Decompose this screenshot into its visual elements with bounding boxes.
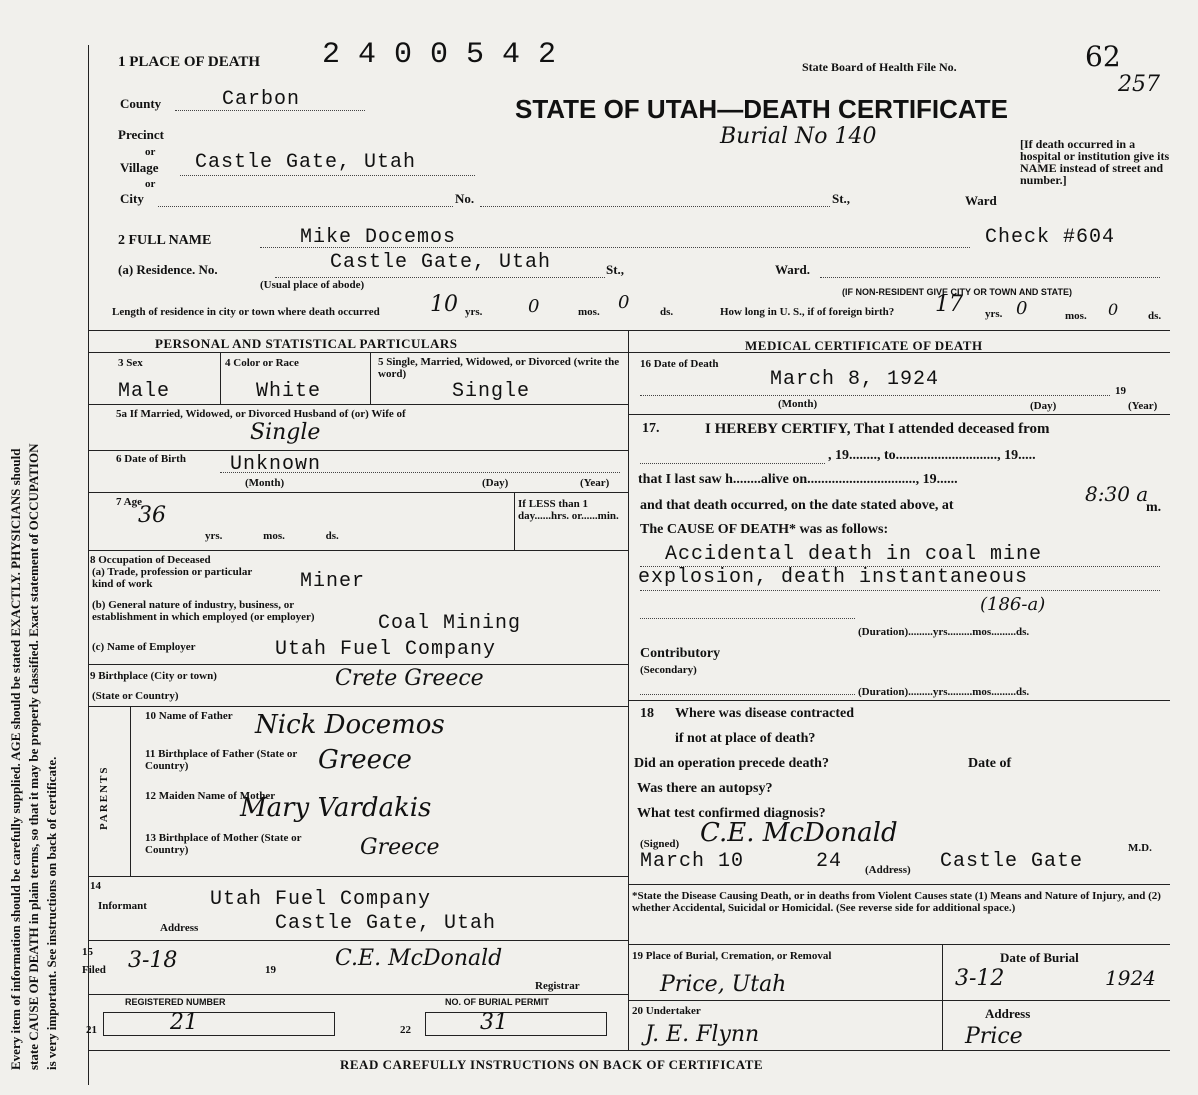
- birth-day-label: (Day): [482, 477, 509, 489]
- signed-label: (Signed): [640, 838, 680, 850]
- residence-value: Castle Gate, Utah: [330, 251, 552, 274]
- test-label: What test confirmed diagnosis?: [637, 806, 826, 821]
- us-residence-label: How long in U. S., if of foreign birth?: [720, 306, 895, 318]
- burial-year-value: 1924: [1105, 966, 1156, 990]
- trade-value: Miner: [300, 570, 366, 593]
- undertaker-address-value: Price: [965, 1024, 1023, 1049]
- disease-number: 18: [640, 706, 654, 721]
- us-yrs-label: yrs.: [985, 308, 1003, 320]
- duration-line-2: (Duration).........yrs.........mos.........ds.: [858, 686, 1030, 698]
- operation-label: Did an operation precede death?: [634, 756, 829, 771]
- county-value: Carbon: [222, 88, 301, 111]
- less-than-day-label: If LESS than 1 day......hrs. or......min.: [518, 498, 619, 522]
- certificate-title: STATE OF UTAH—DEATH CERTIFICATE: [515, 94, 1008, 124]
- footer-instructions: READ CAREFULLY INSTRUCTIONS ON BACK OF CERTIFICATE: [340, 1057, 764, 1072]
- precinct-label: Precinct: [118, 127, 164, 142]
- county-label: County: [120, 96, 162, 111]
- time-m-label: m.: [1146, 500, 1162, 515]
- sidebar-line-2: state CAUSE OF DEATH in plain terms, so that it may be properly classified. Exact statement of OCCUPATION: [26, 443, 41, 1070]
- city-label: City: [120, 191, 144, 206]
- mother-birthplace-value: Greece: [360, 835, 440, 860]
- burial-permit-index: 22: [400, 1024, 411, 1036]
- registrar-signature: C.E. McDonald: [335, 946, 503, 971]
- us-days: 0: [1108, 300, 1119, 319]
- age-label: 7 Age: [116, 496, 142, 508]
- registrar-label: Registrar: [535, 980, 580, 992]
- autopsy-label: Was there an autopsy?: [637, 781, 773, 796]
- disease-label: Where was disease contracted: [675, 706, 854, 721]
- physician-address-label: (Address): [865, 864, 911, 876]
- industry-label: (b) General nature of industry, business, or establishment in which employed (or employer): [92, 599, 315, 623]
- burial-permit-value: 31: [480, 1010, 508, 1035]
- duration-line-1: (Duration).........yrs.........mos.........ds.: [858, 626, 1030, 638]
- residence-days: 0: [618, 292, 630, 313]
- father-birthplace-value: Greece: [318, 745, 412, 775]
- residence-years: 10: [430, 292, 458, 317]
- burial-date-value: 3-12: [955, 966, 1005, 991]
- or-label: or: [145, 146, 156, 158]
- full-name-value: Mike Docemos: [300, 226, 457, 249]
- occupation-label: 8 Occupation of Deceased: [90, 554, 211, 566]
- sidebar-line-3: is very important. See instructions on back of certificate.: [44, 756, 59, 1070]
- us-months: 0: [1016, 298, 1028, 319]
- death-year-label: (Year): [1128, 400, 1158, 412]
- father-label: 10 Name of Father: [145, 710, 233, 722]
- sex-label: 3 Sex: [118, 357, 143, 369]
- md-label: M.D.: [1128, 842, 1152, 854]
- death-year-prefix: 19: [1115, 385, 1126, 397]
- st-label: St.,: [832, 191, 851, 206]
- mother-birthplace-label: 13 Birthplace of Mother (State or Country): [145, 832, 302, 856]
- last-saw-line: that I last saw h........alive on..............................., 19......: [638, 472, 958, 487]
- informant-label: Informant: [98, 900, 147, 912]
- burial-place-label: 19 Place of Burial, Cremation, or Removal: [632, 950, 832, 962]
- hospital-note: [If death occurred in a hospital or institution give its NAME instead of street and number.]: [1020, 137, 1170, 187]
- death-occurred-line: and that death occurred, on the date stated above, at: [640, 498, 954, 513]
- attended-from-line: , 19........, to............................., 19.....: [828, 448, 1036, 463]
- file-no-handwritten: 257: [1118, 72, 1160, 97]
- undertaker-value: J. E. Flynn: [645, 1022, 760, 1047]
- death-month-label: (Month): [778, 398, 818, 410]
- filed-label: Filed: [82, 964, 106, 976]
- age-value: 36: [138, 503, 166, 528]
- sidebar-line-1: Every item of information should be carefully supplied. AGE should be stated EXACTLY. PHYSICIANS should: [8, 448, 23, 1070]
- birth-year-label: (Year): [580, 477, 610, 489]
- trade-label: (a) Trade, profession or particular kind of work: [92, 566, 253, 590]
- mother-value: Mary Vardakis: [240, 793, 432, 823]
- registered-number-label: REGISTERED NUMBER: [125, 997, 226, 1007]
- undertaker-address-label: Address: [985, 1006, 1031, 1021]
- filed-date: 3-18: [128, 948, 178, 973]
- personal-heading: PERSONAL AND STATISTICAL PARTICULARS: [155, 336, 458, 351]
- death-day-label: (Day): [1030, 400, 1057, 412]
- death-date-label: 16 Date of Death: [640, 358, 719, 370]
- residence-label: (a) Residence. No.: [118, 262, 218, 277]
- no-label: No.: [455, 191, 475, 206]
- ward-label: Ward: [965, 193, 997, 208]
- employer-label: (c) Name of Employer: [92, 641, 196, 653]
- non-resident-label: (IF NON-RESIDENT GIVE CITY OR TOWN AND STATE): [842, 287, 1073, 297]
- birth-month-label: (Month): [245, 477, 285, 489]
- place-of-death-label: 1 PLACE OF DEATH: [118, 54, 261, 70]
- father-value: Nick Docemos: [255, 710, 445, 740]
- father-birthplace-label: 11 Birthplace of Father (State or Country): [145, 748, 298, 772]
- instructions-sidebar: [6, 40, 58, 1080]
- residence-st-label: St.,: [606, 262, 625, 277]
- certify-number: 17.: [642, 421, 660, 436]
- marital-label: 5 Single, Married, Widowed, or Divorced (write the word): [378, 356, 620, 380]
- cause-line-1: Accidental death in coal mine: [665, 543, 1043, 566]
- disease-label-2: if not at place of death?: [675, 731, 816, 746]
- yrs-label: yrs.: [465, 306, 483, 318]
- burial-date-label: Date of Burial: [1000, 950, 1079, 965]
- length-of-residence-label: Length of residence in city or town where death occurred: [112, 306, 380, 318]
- certificate-number: 2 4 0 0 5 4 2: [322, 38, 557, 72]
- burial-permit-label: NO. OF BURIAL PERMIT: [445, 997, 549, 1007]
- cause-instructions-note: *State the Disease Causing Death, or in deaths from Violent Causes state (1) Means and Nature of Injury, and (2) whether Accidental, Suicidal or Homicidal. (See reverse side for additional space.): [632, 890, 1161, 914]
- filed-number: 15: [82, 946, 93, 958]
- spouse-value: Single: [250, 420, 321, 445]
- operation-date-label: Date of: [968, 756, 1012, 771]
- mos-label: mos.: [578, 306, 600, 318]
- color-label: 4 Color or Race: [225, 357, 299, 369]
- village-value: Castle Gate, Utah: [195, 151, 417, 174]
- medical-heading: MEDICAL CERTIFICATE OF DEATH: [745, 338, 983, 353]
- signed-year: 24: [816, 850, 843, 873]
- birth-date-value: Unknown: [230, 453, 322, 476]
- death-date-value: March 8, 1924: [770, 368, 940, 391]
- sex-value: Male: [118, 380, 171, 403]
- informant-address-label: Address: [160, 922, 199, 934]
- file-no: 62: [1085, 40, 1121, 73]
- full-name-label: 2 FULL NAME: [118, 233, 212, 248]
- employer-value: Utah Fuel Company: [275, 638, 497, 661]
- birthplace-state-label: (State or Country): [92, 690, 179, 702]
- us-years: 17: [935, 292, 963, 317]
- physician-address: Castle Gate: [940, 850, 1084, 873]
- us-ds-label: ds.: [1148, 310, 1162, 322]
- signed-date: March 10: [640, 850, 745, 873]
- informant-value: Utah Fuel Company: [210, 888, 432, 911]
- usual-abode-label: (Usual place of abode): [260, 279, 365, 291]
- age-units: yrs. mos. ds.: [205, 530, 339, 542]
- residence-ward-label: Ward.: [775, 262, 811, 277]
- birthplace-value: Crete Greece: [335, 666, 484, 691]
- spouse-label: 5a If Married, Widowed, or Divorced Husband of (or) Wife of: [116, 408, 406, 420]
- filed-year-label: 19: [265, 964, 276, 976]
- physician-signature: C.E. McDonald: [700, 818, 898, 848]
- file-no-label: State Board of Health File No.: [802, 60, 957, 74]
- informant-address-value: Castle Gate, Utah: [275, 912, 497, 935]
- us-mos-label: mos.: [1065, 310, 1087, 322]
- color-value: White: [256, 380, 322, 403]
- village-label: Village: [120, 160, 159, 175]
- industry-value: Coal Mining: [378, 612, 522, 635]
- cause-line-2: explosion, death instantaneous: [638, 566, 1029, 589]
- parents-label: PARENTS: [98, 765, 110, 830]
- birth-date-label: 6 Date of Birth: [116, 453, 186, 465]
- ds-label: ds.: [660, 306, 674, 318]
- or-label-2: or: [145, 178, 156, 190]
- birthplace-label: 9 Birthplace (City or town): [90, 670, 217, 682]
- check-number: Check #604: [985, 226, 1116, 249]
- informant-number: 14: [90, 880, 101, 892]
- residence-months: 0: [528, 296, 540, 317]
- burial-note: Burial No 140: [720, 124, 877, 149]
- certify-text: I HEREBY CERTIFY, That I attended deceased from: [705, 421, 1050, 437]
- cause-code: (186-a): [980, 594, 1046, 615]
- secondary-label: (Secondary): [640, 664, 697, 676]
- burial-place-value: Price, Utah: [660, 972, 787, 997]
- registered-number-index: 21: [86, 1024, 97, 1036]
- marital-value: Single: [452, 380, 531, 403]
- contributory-label: Contributory: [640, 646, 721, 661]
- registered-number-value: 21: [170, 1010, 198, 1035]
- mother-label: 12 Maiden Name of Mother: [145, 790, 276, 802]
- death-time: 8:30 a: [1085, 482, 1149, 506]
- undertaker-label: 20 Undertaker: [632, 1005, 701, 1017]
- cause-label: The CAUSE OF DEATH* was as follows:: [640, 522, 889, 537]
